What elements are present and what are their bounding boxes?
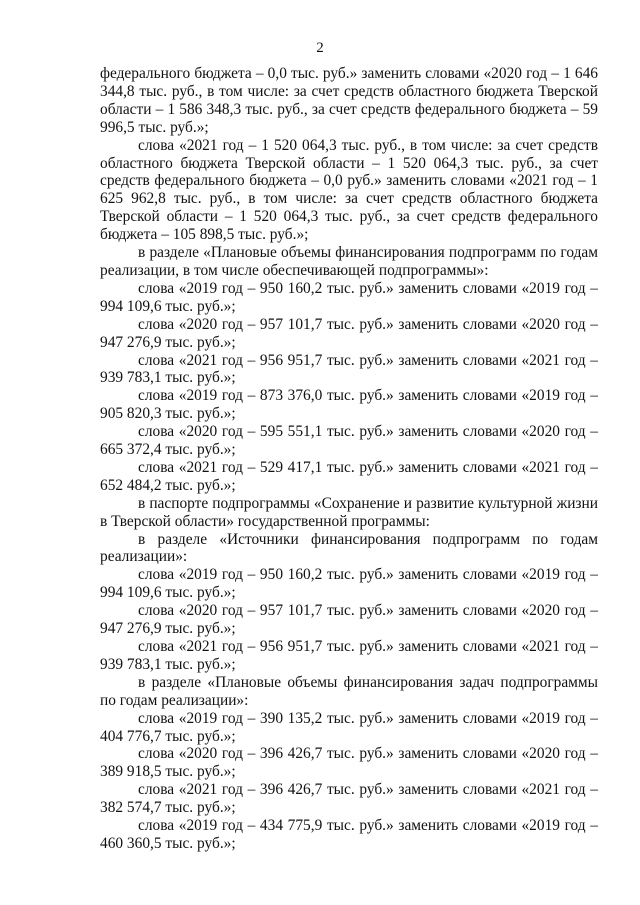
paragraph: слова «2020 год – 396 426,7 тыс. руб.» заменить словами «2020 год – 389 918,5 тыс. руб.»;: [100, 745, 598, 781]
paragraph: в разделе «Плановые объемы финансирования подпрограмм по годам реализации, в том числе обеспечивающей подпрограммы»:: [100, 244, 598, 279]
paragraph: слова «2020 год – 957 101,7 тыс. руб.» заменить словами «2020 год – 947 276,9 тыс. руб.»;: [100, 315, 598, 351]
paragraph: слова «2021 год – 529 417,1 тыс. руб.» заменить словами «2021 год – 652 484,2 тыс. руб.»;: [100, 458, 598, 494]
paragraph: слова «2019 год – 950 160,2 тыс. руб.» заменить словами «2019 год – 994 109,6 тыс. руб.»;: [100, 566, 598, 602]
paragraph: слова «2020 год – 595 551,1 тыс. руб.» заменить словами «2020 год – 665 372,4 тыс. руб.»;: [100, 423, 598, 459]
paragraph: в разделе «Источники финансирования подпрограмм по годам реализации»:: [100, 530, 598, 566]
paragraph: слова «2021 год – 396 426,7 тыс. руб.» заменить словами «2021 год – 382 574,7 тыс. руб.»;: [100, 781, 598, 817]
paragraph: в паспорте подпрограммы «Сохранение и развитие культурной жизни в Тверской области» государственной программы:: [100, 494, 598, 530]
paragraph: слова «2019 год – 434 775,9 тыс. руб.» заменить словами «2019 год – 460 360,5 тыс. руб.»;: [100, 817, 598, 852]
paragraph: слова «2021 год – 956 951,7 тыс. руб.» заменить словами «2021 год – 939 783,1 тыс. руб.»;: [100, 638, 598, 673]
paragraph: слова «2021 год – 1 520 064,3 тыс. руб., в том числе: за счет средств областного бюджета Тверской области – 1 520 064,3 тыс. руб., за счет средств федерального бюджета – 0,0 руб.» заменить словами «2021 год – 1 625 962,8 тыс. руб., в том числе: за счет средств областного бюджета Тверской области – 1 520 064,3 тыс. руб., за счет средств федерального бюджета – 105 898,5 тыс. руб.»;: [100, 136, 598, 244]
paragraph: в разделе «Плановые объемы финансирования задач подпрограммы по годам реализации»:: [100, 673, 598, 709]
paragraph: слова «2020 год – 957 101,7 тыс. руб.» заменить словами «2020 год – 947 276,9 тыс. руб.»;: [100, 602, 598, 638]
page-number: 2: [316, 40, 324, 56]
paragraph: слова «2021 год – 956 951,7 тыс. руб.» заменить словами «2021 год – 939 783,1 тыс. руб.»;: [100, 351, 598, 387]
paragraph: слова «2019 год – 950 160,2 тыс. руб.» заменить словами «2019 год – 994 109,6 тыс. руб.»;: [100, 279, 598, 315]
paragraph: федерального бюджета – 0,0 тыс. руб.» заменить словами «2020 год – 1 646 344,8 тыс. руб., в том числе: за счет средств областного бюджета Тверской области – 1 586 348,3 тыс. руб., за счет средств федерального бюджета – 59 996,5 тыс. руб.»;: [100, 65, 598, 136]
paragraph: слова «2019 год – 390 135,2 тыс. руб.» заменить словами «2019 год – 404 776,7 тыс. руб.»;: [100, 709, 598, 745]
document-body: [100, 65, 598, 853]
paragraph: слова «2019 год – 873 376,0 тыс. руб.» заменить словами «2019 год – 905 820,3 тыс. руб.»;: [100, 387, 598, 423]
